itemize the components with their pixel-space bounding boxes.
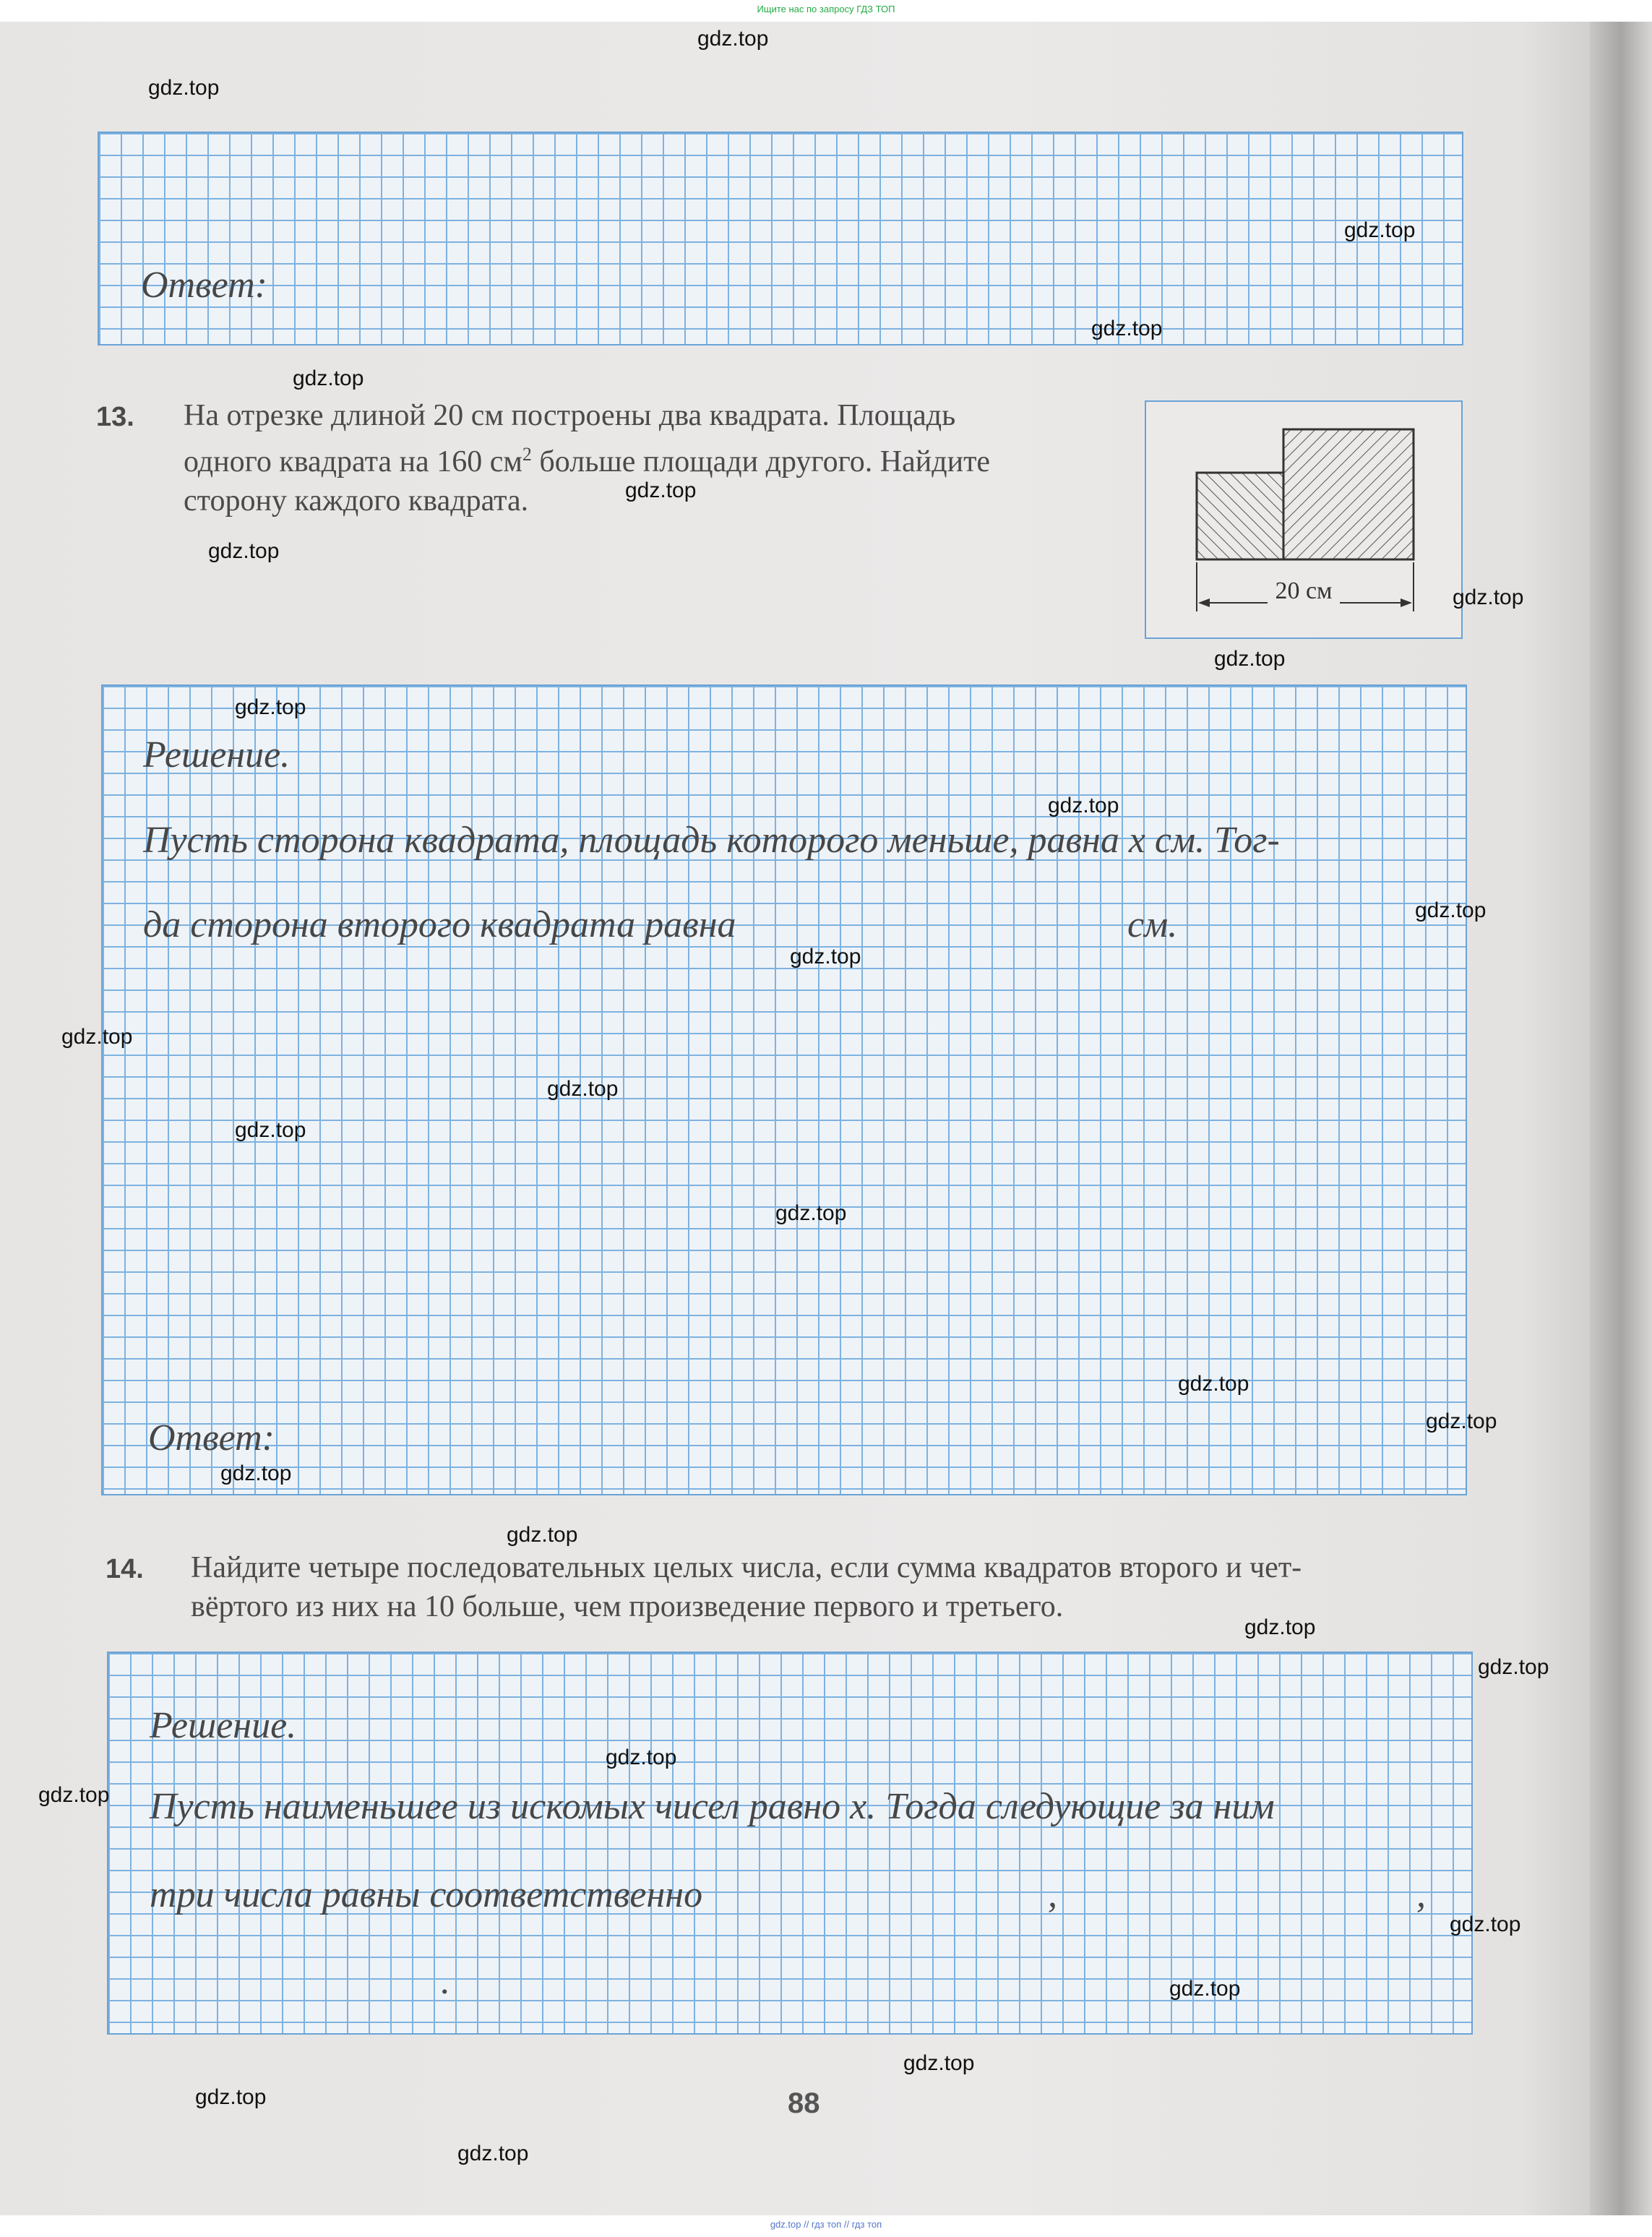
solution-14-line-2: три числа равны соответственно <box>150 1874 703 1915</box>
answer-13-label: Ответ: <box>148 1417 275 1459</box>
problem-13-line-2-end: больше площади другого. Найдите <box>531 445 991 478</box>
solution-13-unit: см. <box>1127 904 1178 945</box>
large-square <box>1283 429 1414 559</box>
watermark: gdz.top <box>1178 1372 1249 1396</box>
watermark: gdz.top <box>293 366 364 390</box>
solution-14-line-1: Пусть наименьшее из искомых чисел равно х. Тогда следующие за ним <box>150 1786 1275 1827</box>
answer-label-top: Ответ: <box>141 265 267 306</box>
watermark: gdz.top <box>1415 898 1487 922</box>
solution-13-line-2: да сторона второго квадрата равна <box>143 904 736 945</box>
watermark: gdz.top <box>195 2085 267 2109</box>
watermark: gdz.top <box>61 1025 133 1049</box>
header-banner[interactable]: Ищите нас по запросу ГДЗ ТОП <box>757 4 895 14</box>
solution-14-label: Решение. <box>150 1705 297 1746</box>
watermark: gdz.top <box>1048 794 1119 817</box>
problem-14-line-2: вёртого из них на 10 больше, чем произведение первого и третьего. <box>191 1590 1064 1623</box>
segment-length-label: 20 см <box>1275 578 1333 604</box>
problem-14-text <box>191 1548 1302 1626</box>
problem-14-line-1: Найдите четыре последовательных целых числа, если сумма квадратов второго и чет- <box>191 1551 1302 1584</box>
solution-grid-14 <box>107 1652 1473 2035</box>
watermark: gdz.top <box>38 1783 110 1807</box>
footer-banner[interactable]: gdz.top // гдз топ // гдз топ <box>770 2219 882 2230</box>
problem-13-line-3: сторону каждого квадрата. <box>184 484 529 518</box>
watermark: gdz.top <box>697 27 769 51</box>
area-unit-exponent: 2 <box>522 444 532 465</box>
watermark: gdz.top <box>625 478 697 502</box>
watermark: gdz.top <box>208 539 280 563</box>
watermark: gdz.top <box>1169 1977 1241 2001</box>
blank-comma-1: , <box>1048 1874 1057 1915</box>
watermark: gdz.top <box>235 695 306 719</box>
watermark: gdz.top <box>775 1201 847 1225</box>
watermark: gdz.top <box>1091 317 1163 340</box>
watermark: gdz.top <box>1344 218 1416 242</box>
solution-13-line-1: Пусть сторона квадрата, площадь которого меньше, равна х см. Тог- <box>143 820 1280 861</box>
watermark: gdz.top <box>457 2142 529 2165</box>
watermark: gdz.top <box>220 1461 292 1485</box>
blank-period: . <box>441 1961 450 2002</box>
problem-13-number: 13. <box>96 402 134 432</box>
problem-14-number: 14. <box>106 1554 144 1584</box>
two-squares-diagram <box>1146 402 1461 637</box>
watermark: gdz.top <box>1244 1615 1316 1639</box>
problem-13-line-2 <box>184 435 990 481</box>
watermark: gdz.top <box>903 2051 975 2075</box>
answer-grid-top <box>98 132 1463 345</box>
problem-13-line-2-start: одного квадрата на 160 см <box>184 445 522 478</box>
watermark: gdz.top <box>1478 1655 1549 1679</box>
blank-comma-2: , <box>1416 1874 1426 1915</box>
page-number: 88 <box>788 2087 820 2119</box>
small-square <box>1197 473 1283 559</box>
watermark: gdz.top <box>148 76 220 100</box>
watermark: gdz.top <box>1453 585 1524 609</box>
watermark: gdz.top <box>790 945 861 969</box>
problem-13-text <box>184 396 990 520</box>
book-spine <box>1590 22 1652 2215</box>
problem-13-figure <box>1145 400 1463 639</box>
watermark: gdz.top <box>1426 1409 1497 1433</box>
watermark: gdz.top <box>606 1746 677 1769</box>
problem-13-line-1: На отрезке длиной 20 см построены два квадрата. Площадь <box>184 399 956 432</box>
watermark: gdz.top <box>507 1523 578 1547</box>
watermark: gdz.top <box>235 1118 306 1142</box>
watermark: gdz.top <box>547 1077 619 1101</box>
solution-grid-13 <box>101 684 1467 1495</box>
solution-13-label: Решение. <box>143 734 291 776</box>
watermark: gdz.top <box>1450 1912 1521 1936</box>
watermark: gdz.top <box>1214 647 1286 671</box>
